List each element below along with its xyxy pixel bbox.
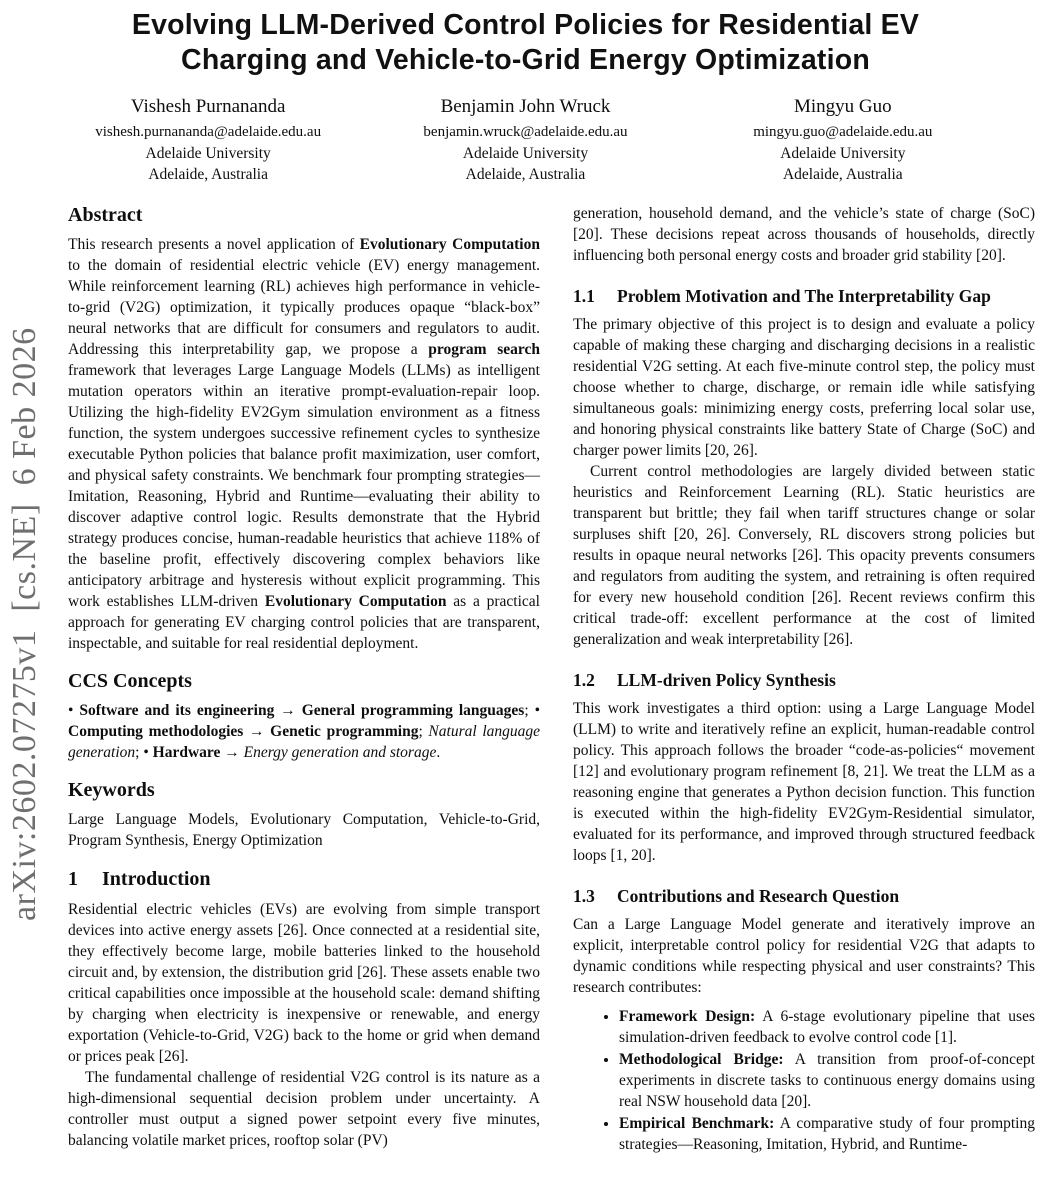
right-column bbox=[573, 203, 1035, 1156]
subsection-heading-1-2 bbox=[573, 669, 1035, 692]
subsection-heading-1-3 bbox=[573, 885, 1035, 908]
paper-header bbox=[0, 0, 1051, 185]
s12-paragraph-1: This work investigates a third option: using a Large Language Model (LLM) to write and iteratively refine an explicit, human-readable control policy. This approach follows the broader “code-as-policies“ movement [12] and evolutionary program refinement [8, 21]. We treat the LLM as a reasoning engine that generates a Python decision function. This function is executed within the high-fidelity EV2Gym-Residential simulator, evaluated for its performance, and improved through structured feedback loops [1, 20]. bbox=[573, 699, 1035, 864]
intro-paragraph-2-right: generation, household demand, and the vehicle’s state of charge (SoC) [20]. These decisions repeat across thousands of households, directly influencing both personal energy costs and broader grid stability [20]. bbox=[573, 204, 1035, 264]
left-column bbox=[68, 203, 540, 1156]
ccs-heading: CCS Concepts bbox=[68, 669, 192, 692]
subsection-number: 1.1 bbox=[573, 285, 595, 306]
author-name: Mingyu Guo bbox=[793, 95, 892, 117]
author-affiliation: Adelaide University bbox=[780, 144, 906, 162]
abstract-text: This research presents a novel application of Evolutionary Computation to the domain of residential electric vehicle (EV) energy management. While reinforcement learning (RL) achieves high performance in vehicle-to-grid (V2G) optimization, it typically produces opaque “black-box” neural networks that are difficult for consumers and regulators to audit. Addressing this interpretability gap, we propose a program search framework that leverages Large Language Models (LLMs) as intelligent mutation operators within an iterative prompt-evaluation-repair loop. Utilizing the high-fidelity EV2Gym simulation environment as a fitness function, the system undergoes successive refinement cycles to synthesize executable Python policies that balance profit maximization, user comfort, and physical safety constraints. We benchmark four prompting strategies—Imitation, Reasoning, Hybrid and Runtime—evaluating their ability to discover adaptive control logic. Results demonstrate that the Hybrid strategy produces concise, human-readable heuristics that achieve 118% of the baseline profit, effectively discovering complex behaviors like anticipatory arbitrage and hysteresis without explicit programming. This work establishes LLM-driven Evolutionary Computation as a practical approach for generating EV charging control policies that are transparent, inspectable, and suitable for real residential deployment. bbox=[68, 235, 541, 652]
section-heading-introduction bbox=[68, 867, 540, 892]
author-name: Vishesh Purnananda bbox=[130, 95, 286, 117]
list-item bbox=[619, 1049, 1035, 1112]
author-block bbox=[367, 94, 684, 185]
list-item bbox=[619, 1006, 1035, 1048]
subsection-title: LLM-driven Policy Synthesis bbox=[617, 669, 836, 690]
subsection-number: 1.2 bbox=[573, 669, 595, 690]
contribution-text: A comparative study of four prompting strategies—Reasoning, Imitation, Hybrid, and Runtime- bbox=[619, 1114, 1035, 1153]
author-location: Adelaide, Australia bbox=[465, 165, 586, 183]
subsection-title: Problem Motivation and The Interpretability Gap bbox=[617, 285, 991, 306]
author-affiliation: Adelaide University bbox=[145, 144, 271, 162]
section-number: 1 bbox=[68, 867, 78, 890]
contribution-label: Methodological Bridge: bbox=[619, 1050, 784, 1068]
ccs-text: • Software and its engineering → General programming languages; • Computing methodologies → Genetic programming; Natural language generation; • Hardware → Energy generation and storage. bbox=[68, 701, 541, 761]
intro-paragraph-2-left: The fundamental challenge of residential V2G control is its nature as a high-dimensional sequential decision problem under uncertainty. A controller must output a signed power setpoint every five minutes, balancing volatile market prices, rooftop solar (PV) bbox=[68, 1068, 540, 1149]
s11-paragraph-1: The primary objective of this project is to design and evaluate a policy capable of making these charging and discharging decisions in a realistic residential V2G setting. At each five-minute control step, the policy must choose whether to charge, discharge, or remain idle while satisfying simultaneous goals: minimizing energy costs, preferring local solar use, and honoring physical constraints like battery State of Charge (SoC) and charger power limits [20, 26]. bbox=[573, 315, 1035, 459]
author-block bbox=[50, 94, 367, 185]
s13-paragraph-1: Can a Large Language Model generate and iteratively improve an explicit, interpretable control policy for residential V2G that adapts to dynamic conditions while respecting physical and user constraints? This research contributes: bbox=[573, 915, 1035, 996]
author-list bbox=[50, 94, 1002, 185]
intro-paragraph-1: Residential electric vehicles (EVs) are evolving from simple transport devices into active energy assets [26]. Once connected at a residential site, they effectively become large, mobile batteries linked to the household circuit and, by extension, the distribution grid [26]. These assets enable two critical capabilities once impossible at the household scale: demand shifting by charging when electricity is inexpensive or renewable, and energy exportation (Vehicle-to-Grid, V2G) back to the home or grid when demand or prices peak [26]. bbox=[68, 900, 540, 1065]
contribution-text: A 6-stage evolutionary pipeline that uses simulation-driven feedback to evolve control code [1]. bbox=[619, 1007, 1035, 1046]
arxiv-watermark: arXiv:2602.07275v1 [cs.NE] 6 Feb 2026 bbox=[6, 327, 43, 921]
author-email: vishesh.purnananda@adelaide.edu.au bbox=[95, 123, 322, 140]
author-block bbox=[684, 94, 1001, 185]
subsection-title: Contributions and Research Question bbox=[617, 885, 900, 906]
author-location: Adelaide, Australia bbox=[148, 165, 268, 183]
list-item bbox=[619, 1113, 1035, 1155]
author-name: Benjamin John Wruck bbox=[440, 95, 611, 117]
keywords-heading: Keywords bbox=[68, 778, 155, 801]
author-email: benjamin.wruck@adelaide.edu.au bbox=[423, 123, 628, 140]
contribution-text: A transition from proof-of-concept experiments in discrete tasks to continuous energy domains using real NSW household data [20]. bbox=[619, 1050, 1035, 1110]
paper-title: Evolving LLM-Derived Control Policies for Residential EV Charging and Vehicle-to-Grid Energy Optimization bbox=[131, 9, 920, 76]
s11-paragraph-2: Current control methodologies are largely divided between static heuristics and Reinforcement Learning (RL). Static heuristics are transparent but brittle; they fail when tariff structures change or solar surpluses shift [20, 26]. Conversely, RL discovers strong policies but results in opaque neural networks [26]. This opacity prevents consumers and regulators from auditing the system, and retraining is often required for every new household condition [26]. Recent reviews confirm this critical trade-off: excellent performance at the cost of limited generalization and weak interpretability [26]. bbox=[573, 462, 1035, 648]
author-location: Adelaide, Australia bbox=[782, 165, 903, 183]
author-affiliation: Adelaide University bbox=[462, 144, 589, 162]
subsection-heading-1-1 bbox=[573, 285, 1035, 308]
author-email: mingyu.guo@adelaide.edu.au bbox=[753, 123, 933, 140]
keywords-text: Large Language Models, Evolutionary Computation, Vehicle-to-Grid, Program Synthesis, Energy Optimization bbox=[68, 810, 540, 849]
section-title: Introduction bbox=[102, 867, 211, 890]
subsection-number: 1.3 bbox=[573, 885, 595, 906]
contribution-label: Framework Design: bbox=[619, 1007, 756, 1025]
contributions-list bbox=[573, 1006, 1035, 1155]
abstract-heading: Abstract bbox=[68, 203, 143, 226]
two-column-body bbox=[68, 203, 1035, 1156]
contribution-label: Empirical Benchmark: bbox=[619, 1114, 775, 1132]
